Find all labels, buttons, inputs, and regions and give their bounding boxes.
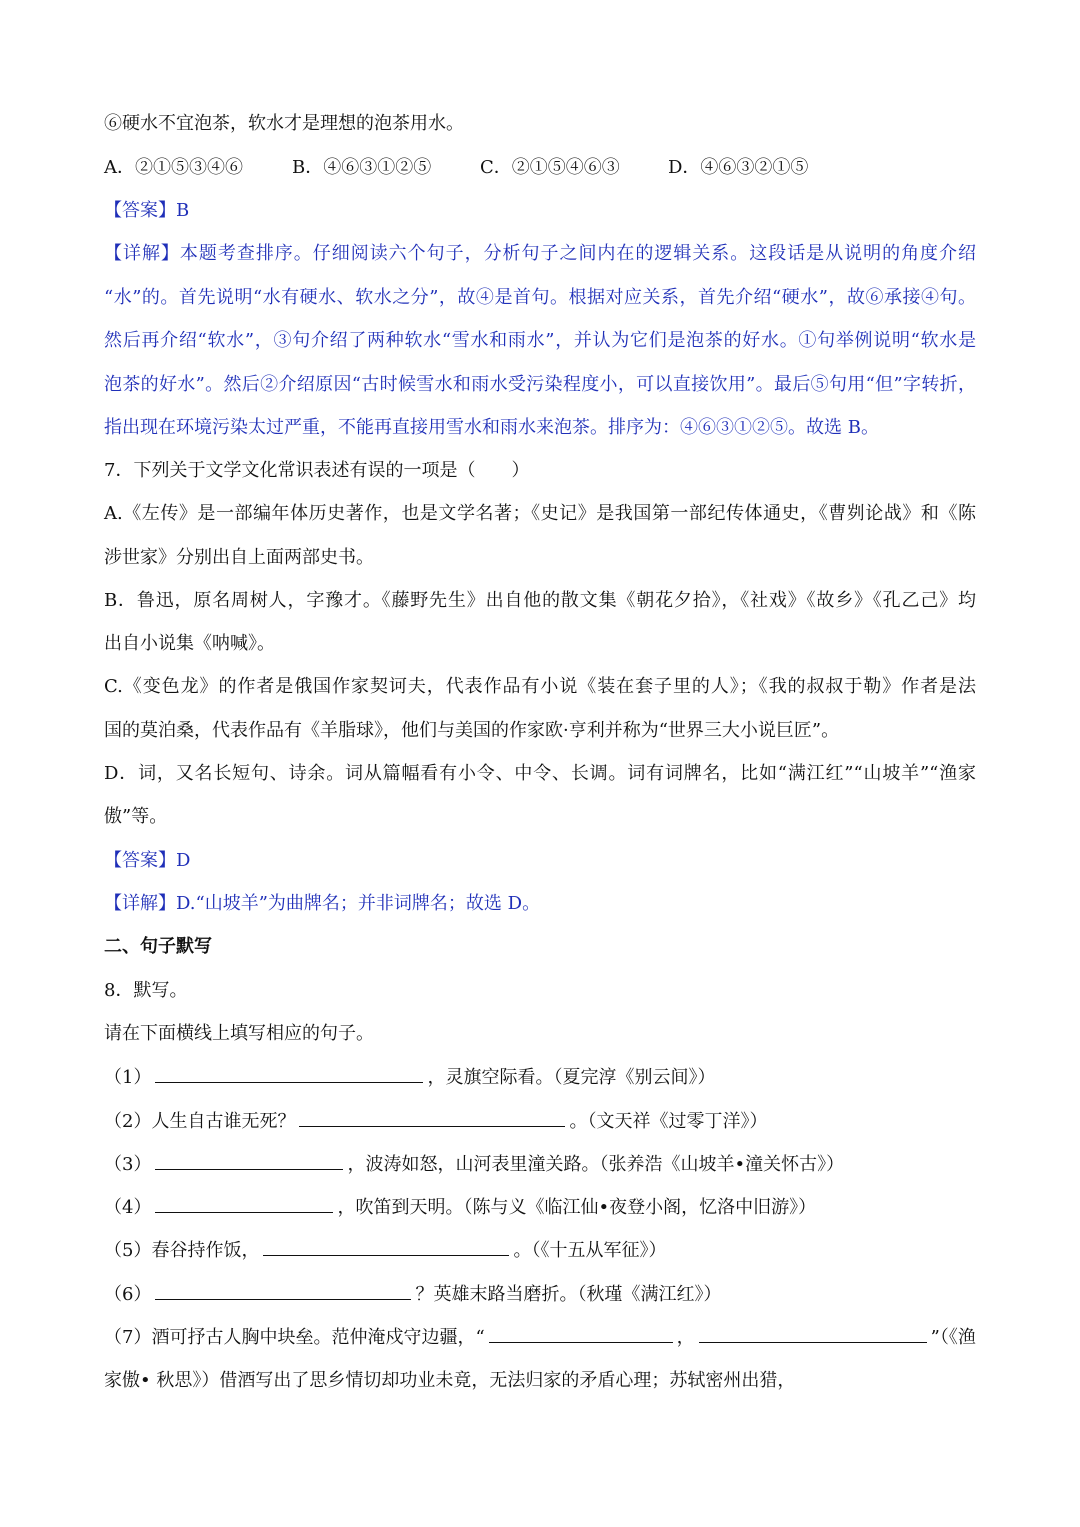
q7-option-d-line-2: 傲”等。 [104, 806, 168, 827]
q7-option-a-line-2: 涉世家》分别出自上面两部史书。 [104, 547, 374, 568]
q7-stem: 7．下列关于文学文化常识表述有误的一项是（ ） [104, 460, 530, 481]
section-title: 二、句子默写 [104, 936, 212, 957]
q7-option-b-line-2: 出自小说集《呐喊》。 [104, 633, 275, 654]
q7-option-c-line-2: 国的莫泊桑，代表作品有《羊脂球》，他们与美国的作家欧·亨利并称为“世界三大小说巨匠”。 [104, 720, 840, 741]
blank-1[interactable] [155, 1064, 423, 1083]
blank-7b[interactable] [699, 1324, 927, 1343]
q8-item-6: （6） ？英雄末路当磨折。（秋瑾《满江红》） [104, 1281, 976, 1307]
q8-item-4: （4） ，吹笛到天明。（陈与义《临江仙•夜登小阁，忆洛中旧游》） [104, 1194, 976, 1220]
option-c: C．②①⑤④⑥③ [480, 157, 620, 178]
blank-5[interactable] [263, 1237, 509, 1256]
q8-item-3: （3） ，波涛如怒，山河表里潼关路。（张养浩《山坡羊•潼关怀古》） [104, 1151, 976, 1177]
q6-detail-line-4: 泡茶的好水”。然后②介绍原因“古时候雪水和雨水受污染程度小，可以直接饮用”。最后⑤句用“但”字转折， [104, 374, 976, 395]
q6-detail-line-1: 【详解】本题考查排序。仔细阅读六个句子，分析句子之间内在的逻辑关系。这段话是从说明的角度介绍 [104, 243, 977, 264]
q8-instruction: 请在下面横线上填写相应的句子。 [104, 1023, 374, 1044]
q7-answer: 【答案】D [104, 850, 191, 871]
blank-7a[interactable] [489, 1324, 673, 1343]
option-b: B．④⑥③①②⑤ [292, 157, 432, 178]
blank-6[interactable] [155, 1281, 411, 1300]
q6-answer: 【答案】B [104, 200, 190, 221]
q6-detail-line-2: “水”的。首先说明“水有硬水、软水之分”，故④是首句。根据对应关系，首先介绍“硬水”，故⑥承接④句。 [104, 287, 976, 308]
q8-stem: 8．默写。 [104, 980, 188, 1001]
blank-3[interactable] [155, 1151, 343, 1170]
q8-item-1: （1） ，灵旗空际看。（夏完淳《别云间》） [104, 1064, 976, 1090]
q7-option-a-line-1: A.《左传》是一部编年体历史著作，也是文学名著；《史记》是我国第一部纪传体通史，《曹刿论战》和《陈 [104, 503, 976, 524]
q6-item6: ⑥硬水不宜泡茶，软水才是理想的泡茶用水。 [104, 113, 464, 134]
q8-item-2: （2）人生自古谁无死？ 。（文天祥《过零丁洋》） [104, 1108, 976, 1134]
q6-options [104, 155, 976, 181]
option-d: D．④⑥③②①⑤ [668, 157, 809, 178]
q7-detail: 【详解】D.“山坡羊”为曲牌名；并非词牌名；故选 D。 [104, 893, 541, 914]
detail-label: 【详解】 [104, 243, 180, 264]
q8-item-5: （5）春谷持作饭， 。（《十五从军征》） [104, 1237, 976, 1263]
q7-option-d-line-1: D．词，又名长短句、诗余。词从篇幅看有小令、中令、长调。词有词牌名，比如“满江红”“山坡羊”“渔家 [104, 763, 976, 784]
q7-option-b-line-1: B．鲁迅，原名周树人，字豫才。《藤野先生》出自他的散文集《朝花夕拾》，《社戏》《故乡》《孔乙己》均 [104, 590, 976, 611]
q8-item-7-line-2: 家傲• 秋思》）借酒写出了思乡情切却功业未竟，无法归家的矛盾心理；苏轼密州出猎， [104, 1370, 796, 1391]
q8-item-7: （7）酒可抒古人胸中块垒。范仲淹戍守边疆，“ ， ”（《渔 [104, 1324, 976, 1350]
q6-detail-line-5: 指出现在环境污染太过严重，不能再直接用雪水和雨水来泡茶。排序为：④⑥③①②⑤。故选 B。 [104, 417, 879, 438]
blank-4[interactable] [155, 1194, 333, 1213]
detail-label: 【详解】 [104, 893, 176, 914]
q7-option-c-line-1: C.《变色龙》的作者是俄国作家契诃夫，代表作品有小说《装在套子里的人》；《我的叔叔于勒》作者是法 [104, 676, 976, 697]
blank-2[interactable] [299, 1108, 565, 1127]
q6-detail-line-3: 然后再介绍“软水”，③句介绍了两种软水“雪水和雨水”，并认为它们是泡茶的好水。①句举例说明“软水是 [104, 330, 976, 351]
option-a: A．②①⑤③④⑥ [104, 157, 243, 178]
